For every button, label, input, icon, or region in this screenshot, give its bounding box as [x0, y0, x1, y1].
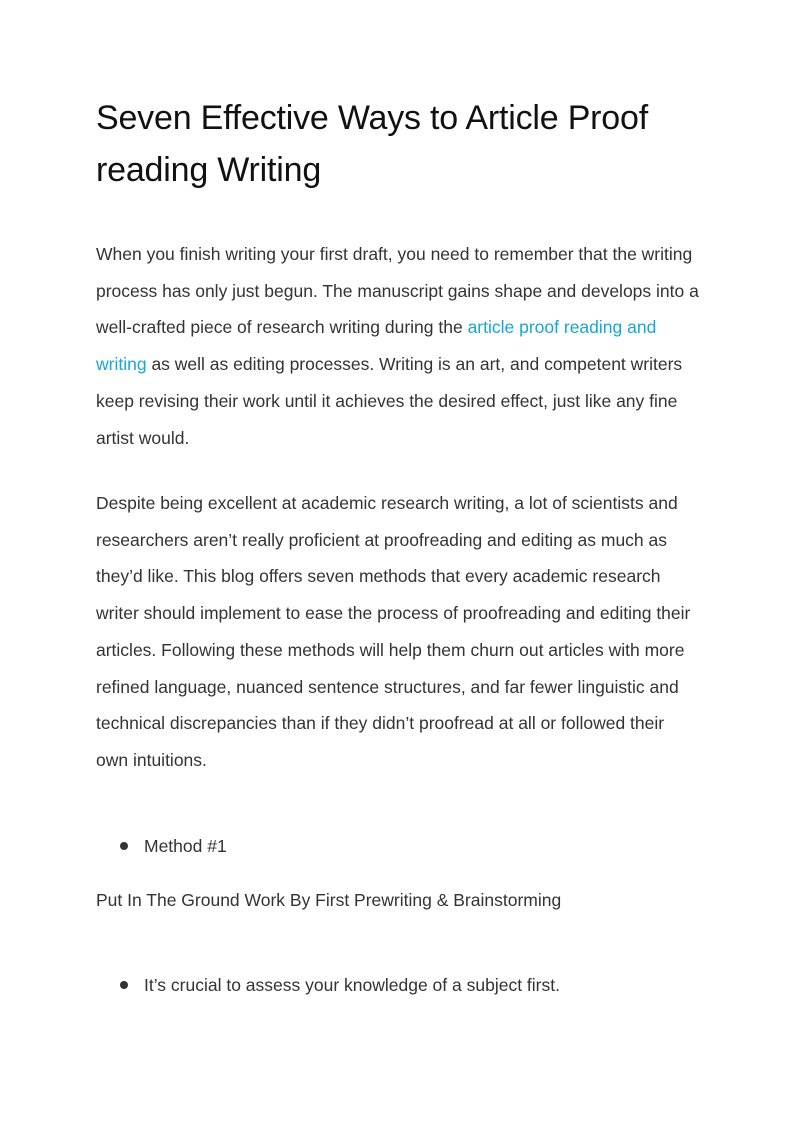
second-paragraph: Despite being excellent at academic research writing, a lot of scientists and researchers aren’t really proficient at proofreading and editing as much as they’d like. This blog offers seven methods that every academic research writer should implement to ease the process of proofreading and editing their articles. Following these methods will help them churn out articles with more refined language, nuanced sentence structures, and far fewer linguistic and technical discrepancies than if they didn’t proofread at all or followed their own intuitions.	[96, 493, 691, 770]
method-1-subheading: Put In The Ground Work By First Prewriting & Brainstorming	[96, 890, 562, 910]
intro-text-after-link: as well as editing processes. Writing is an art, and competent writers keep revising their work until it achieves the desired effect, just like any fine artist would.	[96, 354, 683, 448]
bullet-dot-icon	[120, 842, 128, 850]
bullet-dot-icon	[120, 981, 128, 989]
list-item-assess-knowledge	[120, 973, 560, 997]
intro-text-before-link: When you finish writing your first draft, you need to remember that the writing process has only just begun. The manuscript gains shape and develops into a well-crafted piece of research writing during the	[96, 244, 699, 338]
intro-paragraph	[96, 236, 700, 456]
list-item-text: It’s crucial to assess your knowledge of a subject first.	[144, 975, 560, 995]
list-item-text: Method #1	[144, 836, 227, 856]
article-proofreading-link[interactable]: article proof reading and writing	[96, 317, 657, 375]
document-title: Seven Effective Ways to Article Proof reading Writing	[96, 99, 648, 189]
list-item-method-1	[120, 834, 227, 858]
